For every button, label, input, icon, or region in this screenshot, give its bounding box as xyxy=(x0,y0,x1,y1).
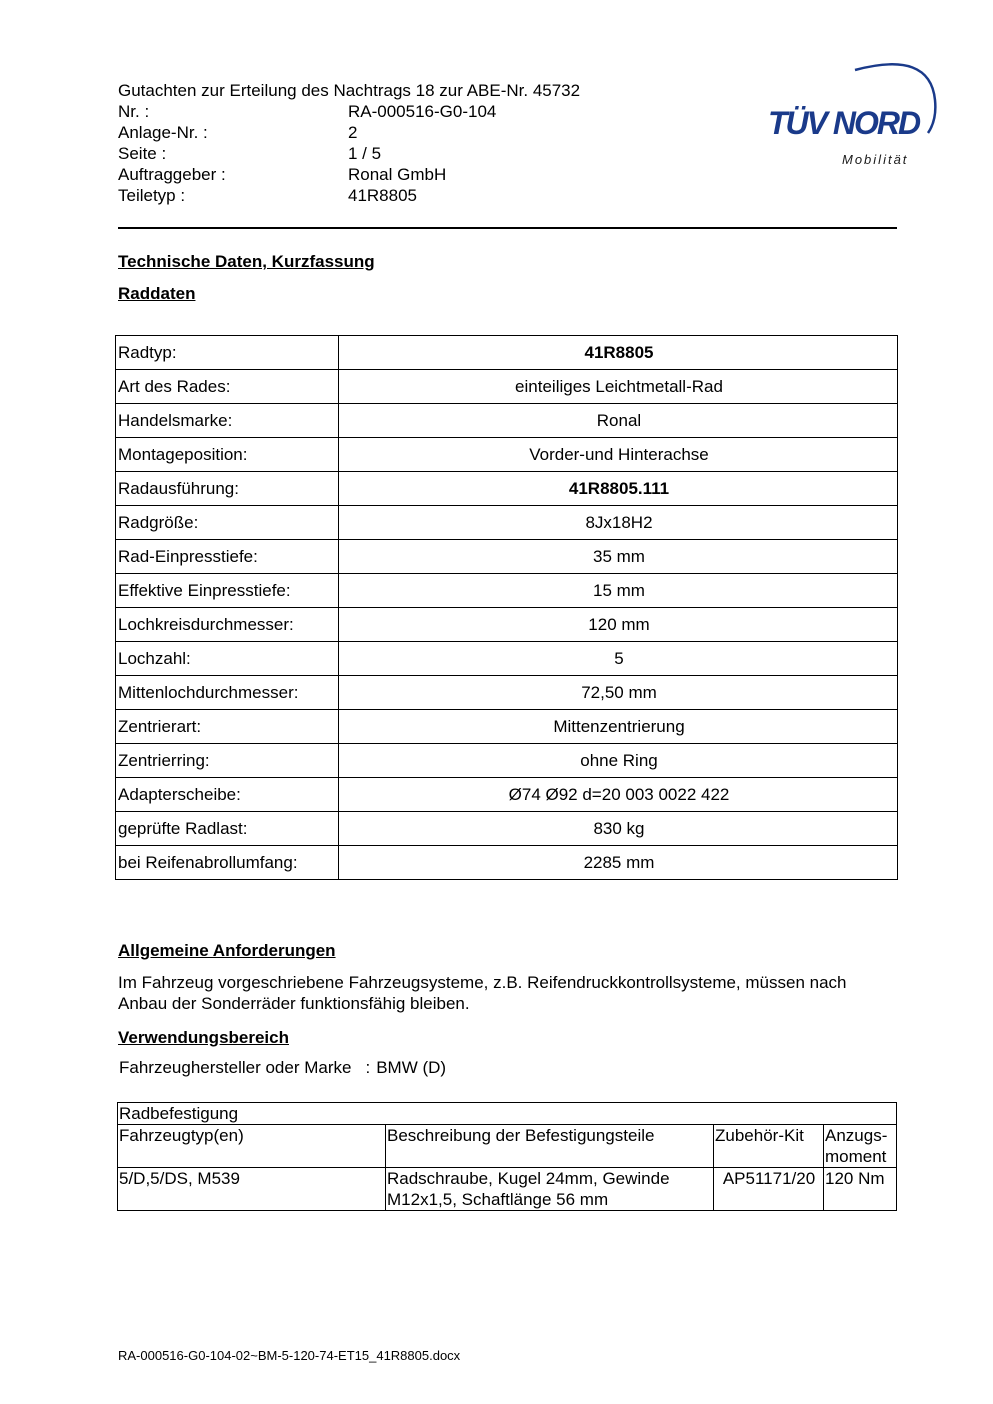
wheel-data-label: Art des Rades: xyxy=(116,370,339,404)
wheel-data-value: Mittenzentrierung xyxy=(339,710,898,744)
wheel-data-value: Vorder-und Hinterachse xyxy=(339,438,898,472)
wheel-data-label: Lochzahl: xyxy=(116,642,339,676)
wheel-data-value: 120 mm xyxy=(339,608,898,642)
wheel-data-row xyxy=(116,506,898,540)
wheel-data-label: Radausführung: xyxy=(116,472,339,506)
header-row-auftraggeber xyxy=(118,164,580,185)
fastening-table xyxy=(117,1102,897,1211)
wheel-data-row xyxy=(116,404,898,438)
footer-filename: RA-000516-G0-104-02~BM-5-120-74-ET15_41R8805.docx xyxy=(118,1348,461,1363)
header-row-teiletyp xyxy=(118,185,580,206)
fastening-header-cell: Zubehör-Kit xyxy=(714,1125,824,1168)
header-key: Seite : xyxy=(118,144,167,163)
wheel-data-row xyxy=(116,608,898,642)
wheel-data-row xyxy=(116,744,898,778)
wheel-data-label: Rad-Einpresstiefe: xyxy=(116,540,339,574)
wheel-data-label: bei Reifenabrollumfang: xyxy=(116,846,339,880)
wheel-data-label: Zentrierart: xyxy=(116,710,339,744)
wheel-data-value: 5 xyxy=(339,642,898,676)
fastening-header-row xyxy=(118,1125,897,1168)
wheel-data-row xyxy=(116,574,898,608)
header-value: RA-000516-G0-104 xyxy=(348,102,497,121)
wheel-data-value: 72,50 mm xyxy=(339,676,898,710)
wheel-data-label: Radgröße: xyxy=(116,506,339,540)
header-divider xyxy=(118,227,897,229)
header-value: 1 / 5 xyxy=(348,144,382,163)
wheel-data-row xyxy=(116,812,898,846)
wheel-data-row xyxy=(116,438,898,472)
wheel-data-value: Ronal xyxy=(339,404,898,438)
manufacturer-separator: : xyxy=(365,1058,371,1077)
wheel-data-row xyxy=(116,676,898,710)
manufacturer-value: BMW (D) xyxy=(376,1058,447,1077)
fastening-cell: 120 Nm xyxy=(824,1168,897,1211)
fastening-cell: AP51171/20 xyxy=(714,1168,824,1211)
wheel-data-value: 8Jx18H2 xyxy=(339,506,898,540)
header-row-nr xyxy=(118,101,580,122)
fastening-header-cell: Fahrzeugtyp(en) xyxy=(118,1125,386,1168)
wheel-data-value: 35 mm xyxy=(339,540,898,574)
wheel-data-row xyxy=(116,778,898,812)
wheel-data-row xyxy=(116,642,898,676)
logo-wordmark: TÜV NORD xyxy=(768,105,920,141)
wheel-data-row xyxy=(116,846,898,880)
report-title: Gutachten zur Erteilung des Nachtrags 18 zur ABE-Nr. 45732 xyxy=(118,81,581,100)
header-row-seite xyxy=(118,143,580,164)
tuv-nord-logo xyxy=(760,55,945,175)
fastening-row xyxy=(118,1168,897,1211)
manufacturer-label: Fahrzeughersteller oder Marke xyxy=(119,1058,352,1077)
wheel-data-row xyxy=(116,370,898,404)
wheel-data-value: Ø74 Ø92 d=20 003 0022 422 xyxy=(339,778,898,812)
wheel-data-value: 830 kg xyxy=(339,812,898,846)
header-value: Ronal GmbH xyxy=(348,165,447,184)
wheel-data-label: Handelsmarke: xyxy=(116,404,339,438)
wheel-data-label: Radtyp: xyxy=(116,336,339,370)
fastening-cell: 5/D,5/DS, M539 xyxy=(118,1168,386,1211)
wheel-data-label: Adapterscheibe: xyxy=(116,778,339,812)
logo-subtitle: Mobilität xyxy=(842,152,909,167)
wheel-data-value: 2285 mm xyxy=(339,846,898,880)
wheel-data-label: Lochkreisdurchmesser: xyxy=(116,608,339,642)
wheel-data-value: einteiliges Leichtmetall-Rad xyxy=(339,370,898,404)
section-title-usage: Verwendungsbereich xyxy=(118,1028,289,1047)
section-title-tech: Technische Daten, Kurzfassung xyxy=(118,252,375,271)
wheel-data-row xyxy=(116,336,898,370)
wheel-data-row xyxy=(116,472,898,506)
section-title-general: Allgemeine Anforderungen xyxy=(118,941,336,960)
wheel-data-value: ohne Ring xyxy=(339,744,898,778)
fastening-header-cell: Anzugs-moment xyxy=(824,1125,897,1168)
general-requirements-text: Im Fahrzeug vorgeschriebene Fahrzeugsysteme, z.B. Reifendruckkontrollsysteme, müssen nach Anbau der Sonderräder funktionsfähig bleiben. xyxy=(118,973,847,1013)
wheel-data-value: 41R8805 xyxy=(339,336,898,370)
wheel-data-label: geprüfte Radlast: xyxy=(116,812,339,846)
header-value: 41R8805 xyxy=(348,186,418,205)
header-key: Teiletyp : xyxy=(118,186,186,205)
section-title-wheel: Raddaten xyxy=(118,284,196,303)
wheel-data-label: Montageposition: xyxy=(116,438,339,472)
header-key: Nr. : xyxy=(118,102,150,121)
header-row-anlage xyxy=(118,122,580,143)
fastening-header-cell: Beschreibung der Befestigungsteile xyxy=(386,1125,714,1168)
document-header xyxy=(118,80,580,206)
wheel-data-table xyxy=(115,335,898,880)
header-key: Anlage-Nr. : xyxy=(118,123,208,142)
fastening-caption: Radbefestigung xyxy=(118,1103,897,1125)
wheel-data-row xyxy=(116,710,898,744)
manufacturer-line xyxy=(119,1058,446,1078)
wheel-data-row xyxy=(116,540,898,574)
wheel-data-value: 15 mm xyxy=(339,574,898,608)
wheel-data-label: Zentrierring: xyxy=(116,744,339,778)
fastening-cell: Radschraube, Kugel 24mm, Gewinde M12x1,5, Schaftlänge 56 mm xyxy=(386,1168,714,1211)
wheel-data-label: Effektive Einpresstiefe: xyxy=(116,574,339,608)
wheel-data-label: Mittenlochdurchmesser: xyxy=(116,676,339,710)
header-key: Auftraggeber : xyxy=(118,165,226,184)
wheel-data-value: 41R8805.111 xyxy=(339,472,898,506)
header-value: 2 xyxy=(348,123,358,142)
fastening-caption-row xyxy=(118,1103,897,1125)
